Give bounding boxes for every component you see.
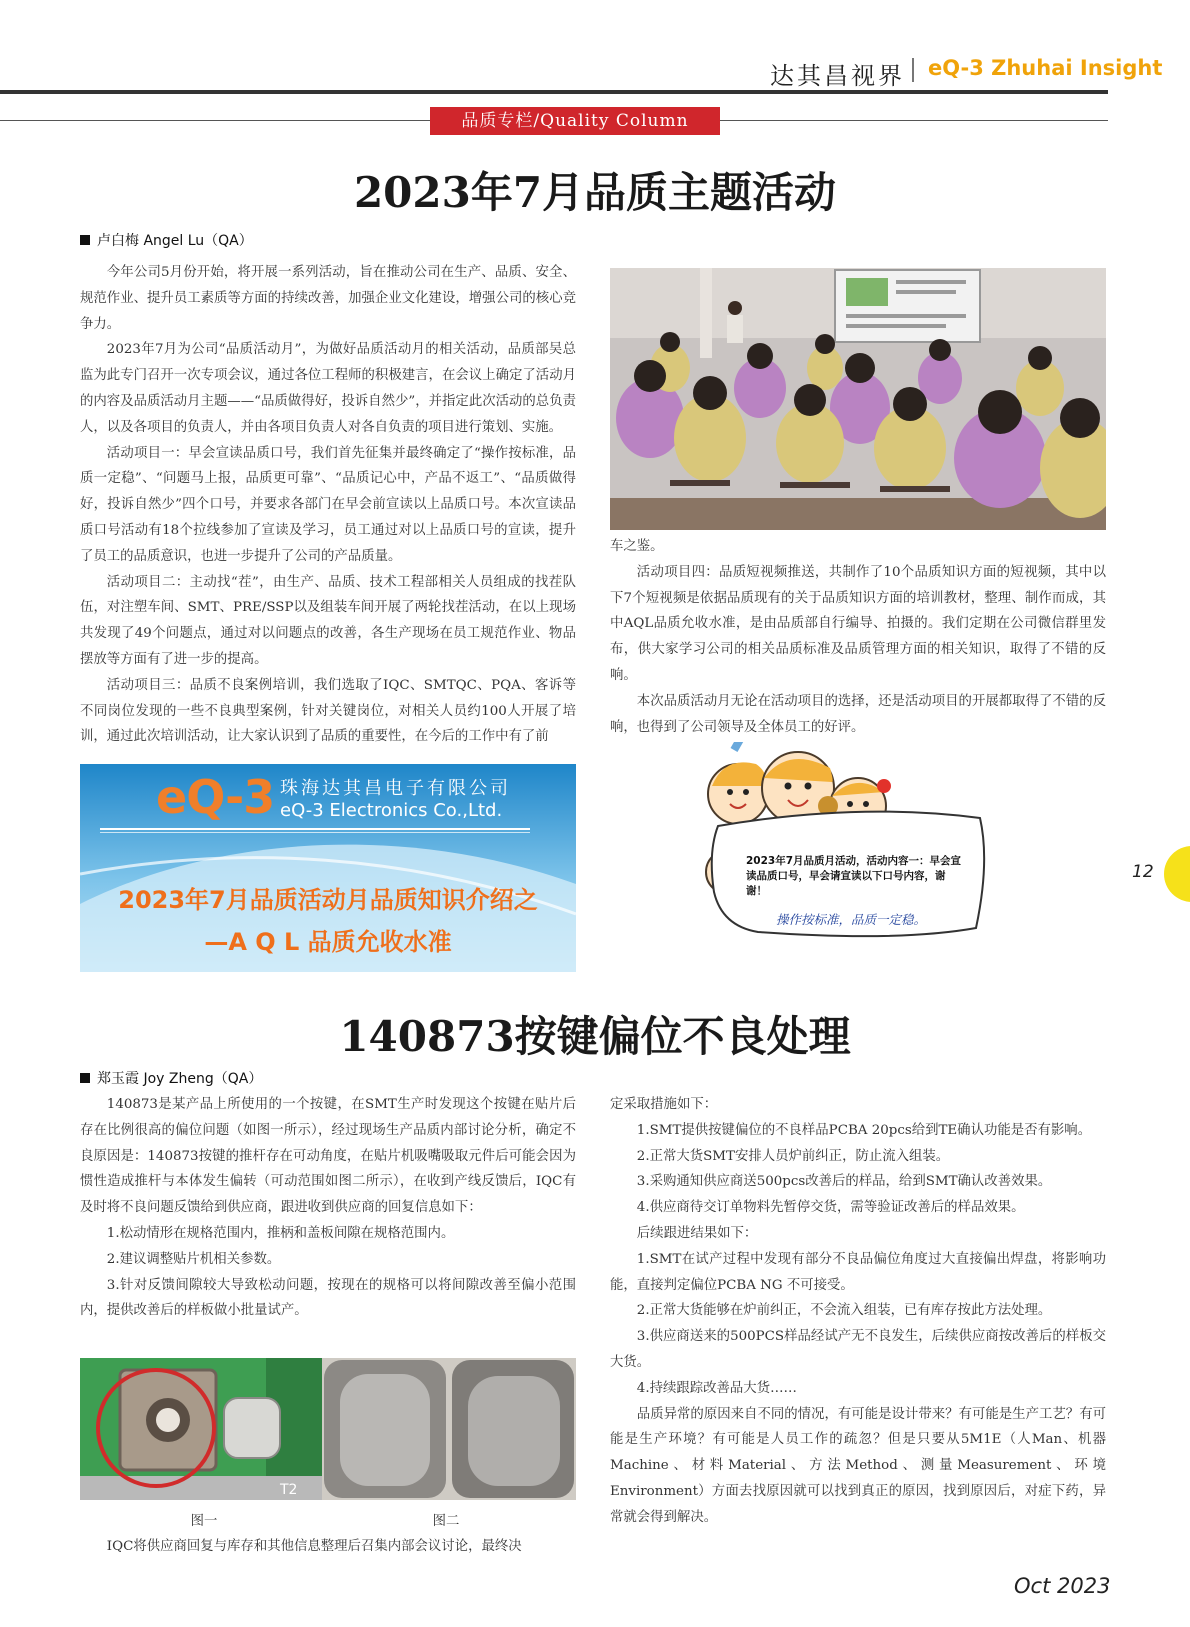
paragraph: IQC将供应商回复与库存和其他信息整理后召集内部会议讨论，最终决 xyxy=(106,1539,522,1554)
article2-left-tail xyxy=(80,1534,576,1560)
training-meeting-photo xyxy=(610,268,1106,530)
bullet-square-icon xyxy=(80,1073,90,1083)
article2-author-name: 郑玉霞 Joy Zheng（QA） xyxy=(97,1071,263,1087)
paragraph: 品质异常的原因来自不同的情况，有可能是设计带来？有可能是生产工艺？有可能是生产环境？有可能是人员工作的疏忽？但是只要从5M1E（人Man、机器Machine、材料Material、方法Method、测量Measurement、环境Environment）方面去找原因就可以找到真正的原因，找到原因后，对症下药，异常就会得到解决。 xyxy=(610,1406,1106,1525)
header-rule xyxy=(0,90,1108,94)
article2-left-column xyxy=(80,1092,576,1324)
column-tag: 品质专栏/Quality Column xyxy=(430,107,720,135)
figure2-button-range-photo xyxy=(322,1358,576,1500)
aql-video-banner xyxy=(80,764,576,972)
pcb-marking: T2 xyxy=(280,1482,298,1498)
issue-date: Oct 2023 xyxy=(1014,1574,1111,1598)
paragraph: 活动项目二：主动找“茬”，由生产、品质、技术工程部相关人员组成的找茬队伍，对注塑车间、SMT、PRE/SSP以及组装车间开展了两轮找茬活动，在以上现场共发现了49个问题点，通过对以问题点的改善，各生产现场在员工规范作业、物品摆放等方面有了进一步的提高。 xyxy=(80,574,576,667)
article1-left-column xyxy=(80,260,576,750)
paragraph: 活动项目三：品质不良案例培训，我们选取了IQC、SMTQC、PQA、客诉等不同岗位发现的一些不良典型案例，针对关键岗位，对相关人员约100人开展了培训，通过此次培训活动，让大家认识到了品质的重要性，在今后的工作中有了前 xyxy=(80,677,576,745)
bullet-square-icon xyxy=(80,235,90,245)
article1-right-column xyxy=(610,534,1106,740)
article2-right-column xyxy=(610,1092,1106,1531)
paragraph: 4.供应商待交订单物料先暂停交货，需等验证改善后的样品效果。 xyxy=(636,1200,1025,1216)
page-number-circle xyxy=(1164,846,1190,902)
article2-title: 140873按键偏位不良处理 xyxy=(339,1012,851,1061)
banner-company-en: eQ-3 Electronics Co.,Ltd. xyxy=(280,800,503,821)
figure1-caption: 图一 xyxy=(190,1514,218,1529)
paragraph: 1.SMT在试产过程中发现有部分不良品偏位角度过大直接偏出焊盘，将影响功能，直接判定偏位PCBA NG 不可接受。 xyxy=(610,1251,1106,1293)
article2-author xyxy=(80,1068,262,1088)
cartoon-slogan-sign xyxy=(698,742,1018,972)
paragraph: 1.SMT提供按键偏位的不良样品PCBA 20pcs给到TE确认功能是否有影响。 xyxy=(636,1122,1092,1138)
paragraph: 1.松动情形在规格范围内，推柄和盖板间隙在规格范围内。 xyxy=(106,1225,455,1241)
paragraph: 定采取措施如下： xyxy=(610,1097,718,1112)
article1-author-name: 卢白梅 Angel Lu（QA） xyxy=(97,233,253,249)
paragraph: 2.正常大货能够在炉前纠正，不会流入组装，已有库存按此方法处理。 xyxy=(636,1303,1052,1319)
paragraph: 车之鉴。 xyxy=(610,539,664,554)
paragraph: 3.供应商送来的500PCS样品经试产无不良发生，后续供应商按改善后的样板交大货。 xyxy=(610,1329,1106,1370)
article1-author xyxy=(80,230,253,250)
paragraph: 活动项目四：品质短视频推送，共制作了10个品质知识方面的短视频，其中以下7个短视频是依据品质现有的关于品质知识方面的培训教材，整理、制作而成，其中AQL品质允收水准，是由品质部自行编导、拍摄的。我们定期在公司微信群里发布，供大家学习公司的相关品质标准及品质管理方面的相关知识，取得了不错的反响。 xyxy=(610,564,1106,683)
paragraph: 2.正常大货SMT安排人员炉前纠正，防止流入组装。 xyxy=(636,1148,950,1164)
eq3-logo: eQ-3 xyxy=(156,770,275,824)
figure2-caption: 图二 xyxy=(432,1514,460,1529)
magazine-title-cn: 达其昌视界 xyxy=(770,62,905,90)
figure1-button-offset-photo xyxy=(80,1358,322,1500)
paragraph: 3.采购通知供应商送500pcs改善后的样品，给到SMT确认改善效果。 xyxy=(636,1174,1052,1190)
magazine-title-en: eQ-3 Zhuhai Insight xyxy=(928,56,1163,80)
paragraph: 后续跟进结果如下： xyxy=(636,1225,758,1241)
paragraph: 本次品质活动月无论在活动项目的选择，还是活动项目的开展都取得了不错的反响，也得到了公司领导及全体员工的好评。 xyxy=(610,693,1106,735)
header-separator xyxy=(912,58,914,82)
paragraph: 2.建议调整贴片机相关参数。 xyxy=(106,1251,281,1267)
cartoon-sign-text: 2023年7月品质月活动，活动内容一：早会宣读品质口号，早会请宣读以下口号内容，谢谢！ xyxy=(746,855,962,897)
banner-headline-1: 2023年7月品质活动月品质知识介绍之 xyxy=(118,886,538,914)
article1-title: 2023年7月品质主题活动 xyxy=(353,168,837,217)
paragraph: 今年公司5月份开始，将开展一系列活动，旨在推动公司在生产、品质、安全、规范作业、提升员工素质等方面的持续改善，加强企业文化建设，增强公司的核心竞争力。 xyxy=(80,265,576,332)
paragraph: 2023年7月为公司“品质活动月”，为做好品质活动月的相关活动，品质部吴总监为此专门召开一次专项会议，通过各位工程师的积极建言，在会议上确定了活动月的内容及品质活动月主题——“品质做得好，投诉自然少”，并指定此次活动的总负责人，以及各项目的负责人，并由各项目负责人对各自负责的项目进行策划、实施。 xyxy=(80,342,576,435)
page-number: 12 xyxy=(1132,862,1154,882)
paragraph: 4.持续跟踪改善品大货…… xyxy=(636,1380,797,1396)
cartoon-sign-slogan: 操作按标准，品质一定稳。 xyxy=(776,912,927,927)
banner-company-cn: 珠海达其昌电子有限公司 xyxy=(280,778,511,799)
banner-headline-2: —A Q L 品质允收水准 xyxy=(204,928,452,956)
paragraph: 3.针对反馈间隙较大导致松动问题，按现在的规格可以将间隙改善至偏小范围内，提供改善后的样板做小批量试产。 xyxy=(80,1277,576,1319)
paragraph: 活动项目一：早会宣读品质口号，我们首先征集并最终确定了“操作按标准，品质一定稳”、“问题马上报，品质更可靠”、“品质记心中，产品不返工”、“品质做得好，投诉自然少”四个口号，并要求各部门在早会前宣读以上品质口号。本次宣读品质口号活动有18个拉线参加了宣读及学习，员工通过对以上品质口号的宣读，提升了员工的品质意识，也进一步提升了公司的产品质量。 xyxy=(80,445,576,564)
paragraph: 140873是某产品上所使用的一个按键，在SMT生产时发现这个按键在贴片后存在比例很高的偏位问题（如图一所示），经过现场生产品质内部讨论分析，确定不良原因是：140873按键的推杆存在可动角度，在贴片机吸嘴吸取元件后可能会因为惯性造成推杆与本体发生偏转（可动范围如图二所示），在收到产线反馈后，IQC有及时将不良问题反馈给到供应商，跟进收到供应商的回复信息如下： xyxy=(80,1097,576,1216)
